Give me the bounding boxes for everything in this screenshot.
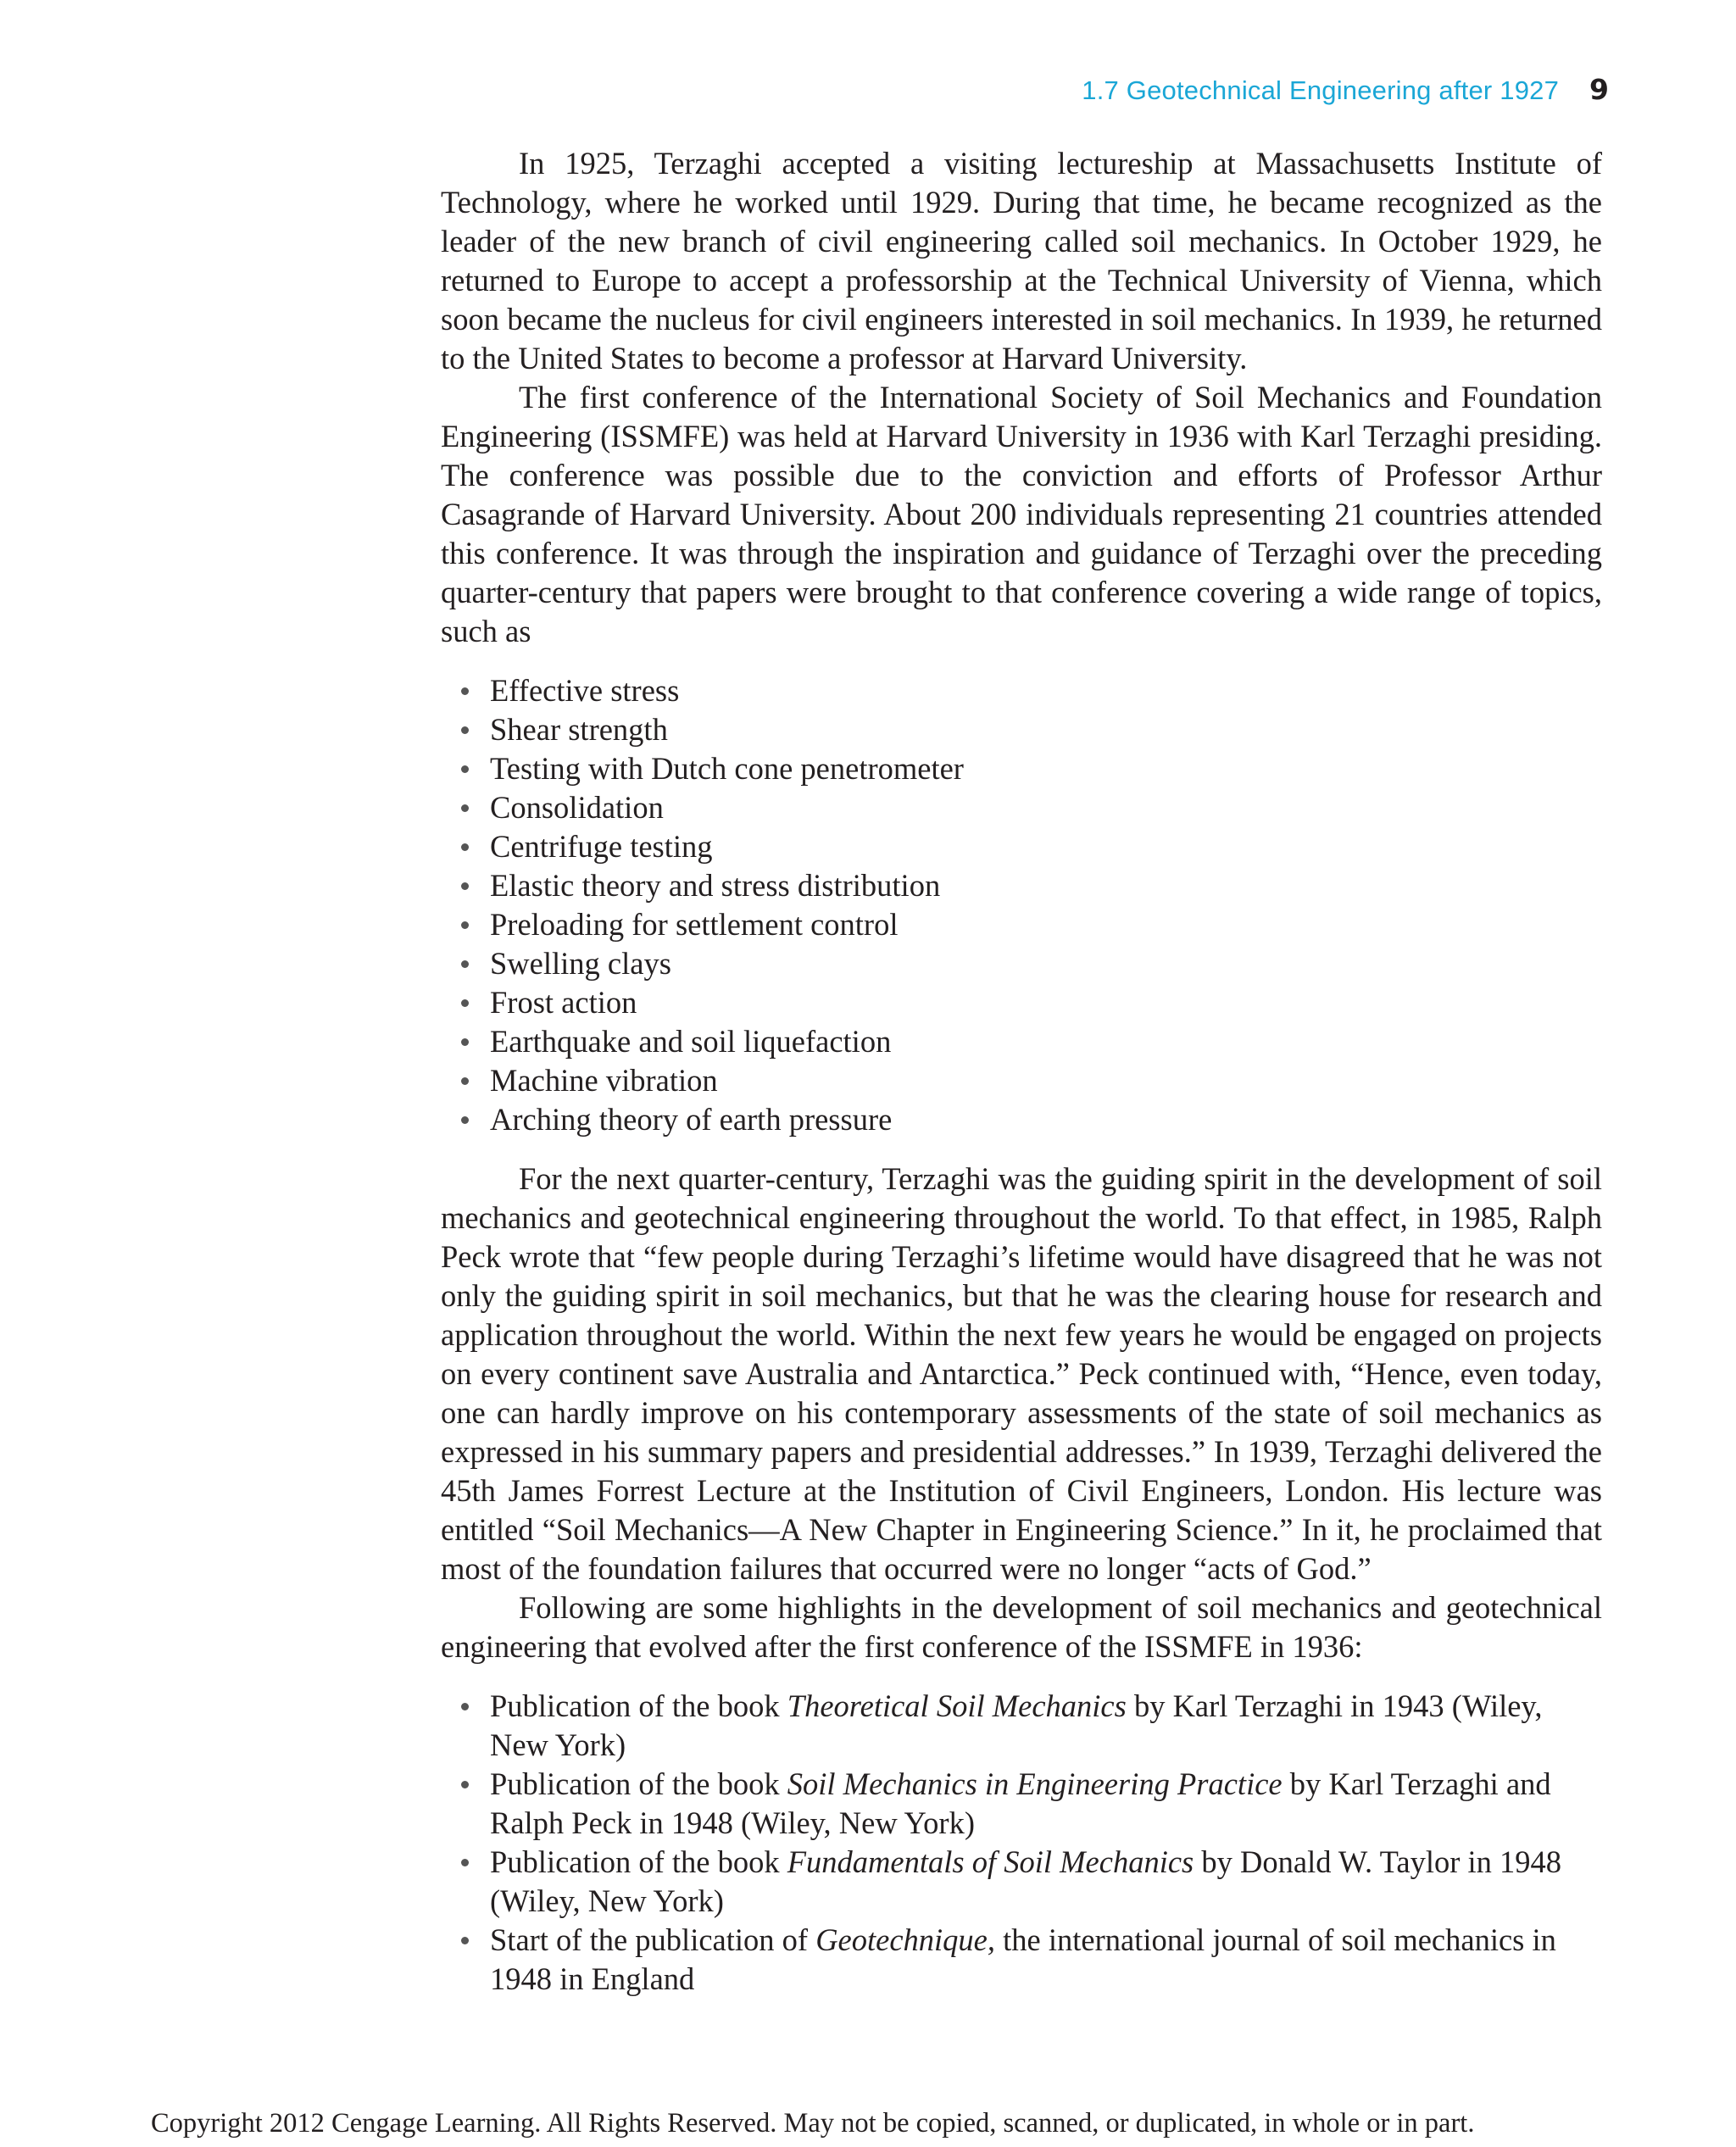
bullet-icon [461,1703,469,1710]
list-item [441,983,1602,1022]
bullet-icon [461,765,469,773]
list-item [441,1687,1602,1765]
bullet-icon [461,1859,469,1866]
bullet-icon [461,804,469,812]
paragraph: The first conference of the International Society of Soil Mechanics and Foundation Engineering (ISSMFE) was held at Harvard University in 1936 with Karl Terzaghi presiding. The conference was possible due to the conviction and efforts of Professor Arthur Casagrande of Harvard University. About 200 individuals representing 21 countries attended this conference. It was through the inspiration and guidance of Terzaghi over the preceding quarter-century that papers were brought to that conference covering a wide range of topics, such as [441,380,1602,648]
paragraph: In 1925, Terzaghi accepted a visiting lectureship at Massachusetts Institute of Technology, where he worked until 1929. During that time, he became recognized as the leader of the new branch of civil engineering called soil mechanics. In October 1929, he returned to Europe to accept a professorship at the Technical University of Vienna, which soon became the nucleus for civil engineers interested in soil mechanics. In 1939, he returned to the United States to become a professor at Harvard University. [441,146,1602,375]
list-item-text: Shear strength [490,712,668,747]
list-item [441,1921,1602,1999]
body-text [441,144,1602,1999]
list-item-text: Swelling clays [490,946,671,981]
highlight-after: by Karl Terzaghi and Ralph Peck in 1948 (Wiley, New York) [490,1766,1551,1840]
bullet-icon [461,960,469,968]
list-item-text: Centrifuge testing [490,829,713,864]
highlight-after: the international journal of soil mechanics in 1948 in England [490,1922,1556,1996]
list-item [441,827,1602,866]
list-item [441,866,1602,905]
list-item [441,1100,1602,1139]
list-item [441,1843,1602,1921]
bullet-icon [461,687,469,695]
list-item [441,749,1602,788]
journal-title: Geotechnique, [815,1922,996,1957]
bullet-icon [461,882,469,890]
paragraph: For the next quarter-century, Terzaghi was the guiding spirit in the development of soil mechanics and geotechnical engineering throughout the world. To that effect, in 1985, Ralph Peck wrote that “few people during Terzaghi’s lifetime would have disagreed that he was not only the guiding spirit in soil mechanics, but that he was the clearing house for research and application throughout the world. Within the next few years he would be engaged on projects on every continent save Australia and Antarctica.” Peck continued with, “Hence, even today, one can hardly improve on his contemporary assessments of the state of soil mechanics as expressed in his summary papers and presidential addresses.” In 1939, Terzaghi delivered the 45th James Forrest Lecture at the Institution of Civil Engineers, London. His lecture was entitled “Soil Mechanics—A New Chapter in Engineering Science.” In it, he proclaimed that most of the foundation failures that occurred were no longer “acts of God.” [441,1161,1602,1586]
highlight-before: Start of the publication of [490,1922,816,1957]
bullet-icon [461,1038,469,1046]
book-title: Fundamentals of Soil Mechanics [787,1844,1194,1879]
list-item [441,944,1602,983]
list-item-text: Consolidation [490,790,664,825]
list-item-text: Testing with Dutch cone penetrometer [490,751,964,786]
book-title: Theoretical Soil Mechanics [787,1688,1127,1723]
highlights-list [441,1687,1602,1999]
bullet-icon [461,1116,469,1124]
running-header [1082,73,1609,106]
bullet-icon [461,999,469,1007]
list-item [441,1061,1602,1100]
bullet-icon [461,1077,469,1085]
paragraph: Following are some highlights in the development of soil mechanics and geotechnical engineering that evolved after the first conference of the ISSMFE in 1936: [441,1590,1602,1664]
bullet-icon [461,1937,469,1944]
book-title: Soil Mechanics in Engineering Practice [787,1766,1283,1801]
list-item-text: Arching theory of earth pressure [490,1102,893,1137]
list-item-text: Elastic theory and stress distribution [490,868,941,903]
highlight-before: Publication of the book [490,1844,787,1879]
highlight-before: Publication of the book [490,1766,787,1801]
list-item [441,1765,1602,1843]
topics-list [441,671,1602,1139]
list-item-text: Machine vibration [490,1063,718,1098]
bullet-icon [461,921,469,929]
list-item-text: Preloading for settlement control [490,907,899,942]
list-item [441,671,1602,710]
highlight-after: by Karl Terzaghi in 1943 (Wiley, New York) [490,1688,1543,1762]
list-item [441,788,1602,827]
bullet-icon [461,843,469,851]
highlight-before: Publication of the book [490,1688,787,1723]
list-item [441,905,1602,944]
highlight-after: by Donald W. Taylor in 1948 (Wiley, New York) [490,1844,1562,1918]
list-item-text: Earthquake and soil liquefaction [490,1024,892,1059]
section-title: 1.7 Geotechnical Engineering after 1927 [1082,75,1560,105]
list-item-text: Effective stress [490,673,680,708]
list-item-text: Frost action [490,985,637,1020]
page-number: 9 [1589,73,1609,106]
list-item [441,1022,1602,1061]
copyright-notice: Copyright 2012 Cengage Learning. All Rights Reserved. May not be copied, scanned, or duplicated, in whole or in part. [151,2108,1475,2139]
bullet-icon [461,726,469,734]
list-item [441,710,1602,749]
bullet-icon [461,1781,469,1788]
